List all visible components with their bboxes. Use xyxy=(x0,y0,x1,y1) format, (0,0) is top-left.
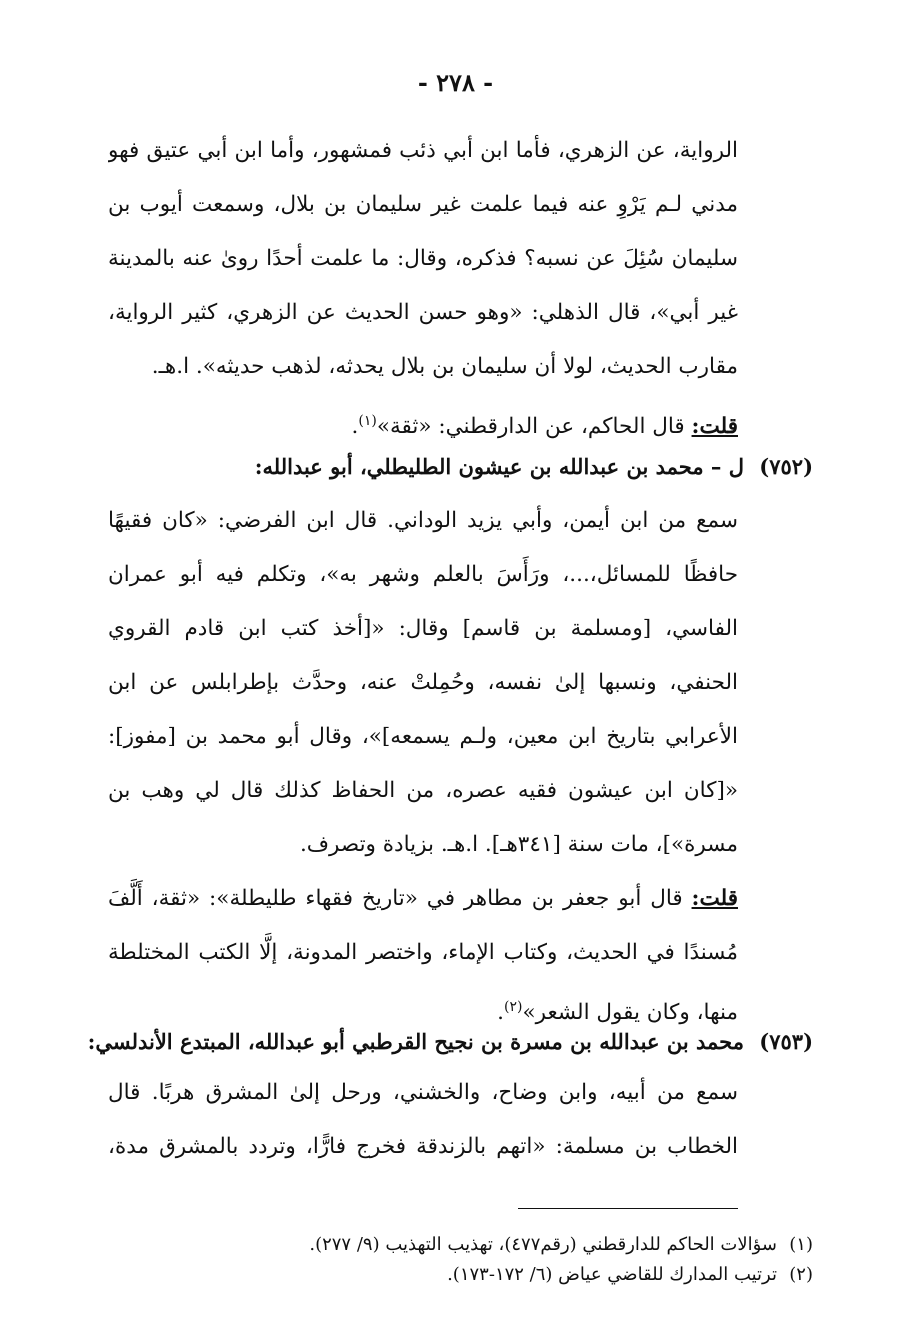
qult-end: . xyxy=(351,414,359,440)
entry-753-body xyxy=(108,1066,738,1174)
text-line: الخطاب بن مسلمة: «اتهم بالزندقة فخرج فارًّا، وتردد بالمشرق مدة، xyxy=(108,1134,738,1159)
qult-text: قال الحاكم، عن الدارقطني: «ثقة» xyxy=(376,414,692,440)
qult-label: قلت: xyxy=(691,414,738,440)
text-line: الرواية، عن الزهري، فأما ابن أبي ذئب فمشهور، وأما ابن أبي عتيق فهو xyxy=(108,138,738,163)
qult-end: . xyxy=(497,1000,504,1026)
footnote-number: (٢) xyxy=(789,1264,813,1285)
footnote-item xyxy=(108,1260,813,1290)
text-line: الحنفي، ونسبها إلىٰ نفسه، وحُمِلتْ عنه، وحدَّث بإطرابلس عن ابن xyxy=(108,670,738,695)
qult-text: قال أبو جعفر بن مطاهر في «تاريخ فقهاء طليطلة»: «ثقة، أَلَّفَ xyxy=(108,886,692,911)
text-line: سمع من ابن أيمن، وأبي يزيد الوداني. قال ابن الفرضي: «كان فقيهًا xyxy=(108,508,738,533)
text-line: مدني لـم يَرْوِ عنه فيما علمت غير سليمان بن بلال، وسمعت أيوب بن xyxy=(108,192,738,217)
footnote-number: (١) xyxy=(789,1234,813,1255)
text-line: «[كان ابن عيشون فقيه عصره، من الحفاظ كذلك قال لي وهب بن xyxy=(108,778,738,803)
entry-752-body xyxy=(108,494,738,1034)
footnote-text: سؤالات الحاكم للدارقطني (رقم٤٧٧)، تهذيب التهذيب (٩/ ٢٧٧). xyxy=(309,1234,777,1255)
text-line: سليمان سُئِلَ عن نسبه؟ فذكره، وقال: ما علمت أحدًا روىٰ عنه بالمدينة xyxy=(108,246,738,271)
entry-title: ل – محمد بن عبدالله بن عيشون الطليطلي، أبو عبدالله: xyxy=(254,454,744,479)
entry-heading-752 xyxy=(108,447,813,487)
text-line: مُسندًا في الحديث، وكتاب الإماء، واختصر المدونة، إلَّا الكتب المختلطة xyxy=(108,940,738,965)
footnote-ref: (٢) xyxy=(503,999,523,1015)
text-line: سمع من أبيه، وابن وضاح، والخشني، ورحل إلىٰ المشرق هربًا. قال xyxy=(108,1080,738,1105)
page-number: - ٢٧٨ - xyxy=(417,68,494,97)
footnote-divider xyxy=(518,1208,738,1209)
qult-label: قلت: xyxy=(691,886,738,911)
text-line: مسرة»]، مات سنة [٣٤١هـ]. ا.هـ. بزيادة وتصرف. xyxy=(299,832,738,857)
footnotes xyxy=(108,1230,813,1290)
entry-number: (٧٥٣) xyxy=(759,1029,813,1054)
qult-text: منها، وكان يقول الشعر» xyxy=(522,1000,738,1026)
footnote-ref: (١) xyxy=(358,413,377,429)
qult-line xyxy=(108,872,738,926)
footnote-item xyxy=(108,1230,813,1260)
text-line: الأعرابي بتاريخ ابن معين، ولـم يسمعه]»، وقال أبو محمد بن [مفوز]: xyxy=(108,724,738,749)
entry-heading-753 xyxy=(87,1022,813,1062)
text-line: الفاسي، [ومسلمة بن قاسم] وقال: «[أخذ كتب ابن قادم القروي xyxy=(108,616,738,641)
footnote-text: ترتيب المدارك للقاضي عياض (٦/ ١٧٢-١٧٣). xyxy=(447,1264,777,1285)
text-line: حافظًا للمسائل،...، ورَأَسَ بالعلم وشهر به»، وتكلم فيه أبو عمران xyxy=(108,562,738,587)
entry-title: محمد بن عبدالله بن مسرة بن نجيح القرطبي أبو عبدالله، المبتدع الأندلسي: xyxy=(87,1029,744,1054)
entry-number: (٧٥٢) xyxy=(759,454,813,479)
continuation-paragraph xyxy=(108,124,738,448)
qult-line xyxy=(108,394,738,448)
text-line: مقارب الحديث، لولا أن سليمان بن بلال يحدثه، لذهب حديثه». ا.هـ. xyxy=(151,354,738,379)
text-line: غير أبي»، قال الذهلي: «وهو حسن الحديث عن الزهري، كثير الرواية، xyxy=(108,300,738,325)
